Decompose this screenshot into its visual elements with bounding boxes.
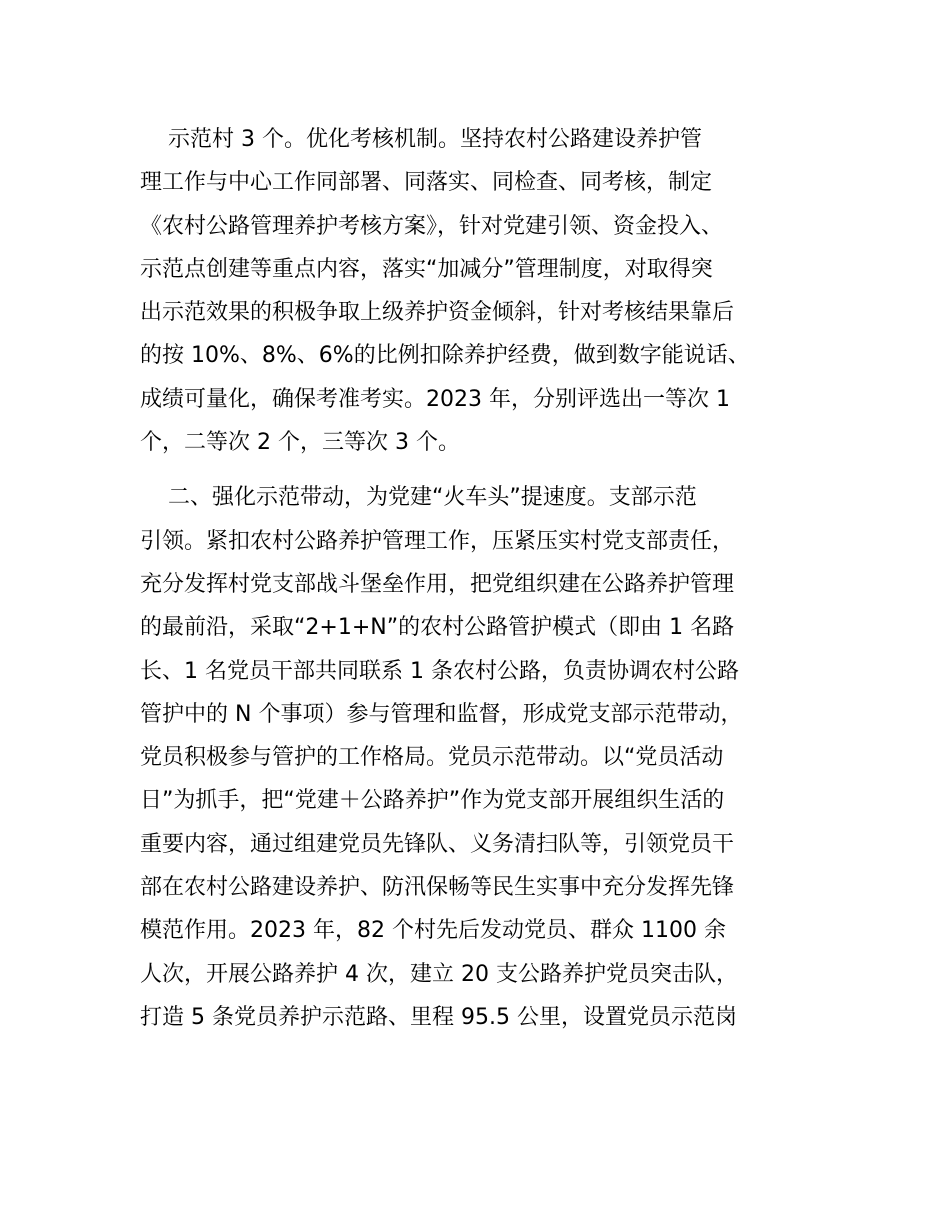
text-line: 模范作用。2023 年，82 个村先后发动党员、群众 1100 余 [140, 918, 726, 944]
text-line: 长、1 名党员干部共同联系 1 条农村公路，负责协调农村公路 [140, 658, 739, 684]
document-body [140, 118, 840, 1039]
text-line: 《农村公路管理养护考核方案》，针对党建引领、资金投入、 [140, 213, 724, 239]
text-line: 人次，开展公路养护 4 次，建立 20 支公路养护党员突击队， [140, 961, 738, 987]
text-line: 引领。紧扣农村公路养护管理工作，压紧压实村党支部责任， [140, 528, 735, 554]
text-line: 理工作与中心工作同部署、同落实、同检查、同考核，制定 [140, 170, 713, 196]
text-line: 示范点创建等重点内容，落实“加减分”管理制度，对取得突 [140, 256, 713, 282]
paragraph-1 [140, 118, 840, 464]
text-line: 个，二等次 2 个，三等次 3 个。 [140, 430, 460, 456]
text-line: 打造 5 条党员养护示范路、里程 95.5 公里，设置党员示范岗 [140, 1004, 737, 1030]
paragraph-gap [140, 464, 840, 476]
text-line: 的按 10%、8%、6%的比例扣除养护经费，做到数字能说话、 [140, 343, 750, 369]
text-line: 党员积极参与管护的工作格局。党员示范带动。以“党员活动 [140, 745, 724, 771]
text-line: 的最前沿，采取“2+1+N”的农村公路管护模式（即由 1 名路 [140, 615, 735, 641]
text-line: 成绩可量化，确保考准考实。2023 年，分别评选出一等次 1 [140, 386, 730, 412]
text-line: 重要内容，通过组建党员先锋队、义务清扫队等，引领党员干 [140, 831, 735, 857]
text-line: 二、强化示范带动，为党建“火车头”提速度。支部示范 [140, 485, 697, 511]
text-line: 日”为抓手，把“党建＋公路养护”作为党支部开展组织生活的 [140, 788, 725, 814]
text-line: 管护中的 N 个事项）参与管理和监督，形成党支部示范带动， [140, 701, 743, 727]
text-line: 部在农村公路建设养护、防汛保畅等民生实事中充分发挥先锋 [140, 875, 735, 901]
text-line: 示范村 3 个。优化考核机制。坚持农村公路建设养护管 [140, 127, 702, 152]
paragraph-2 [140, 476, 840, 1039]
text-line: 充分发挥村党支部战斗堡垒作用，把党组织建在公路养护管理 [140, 571, 735, 597]
text-line: 出示范效果的积极争取上级养护资金倾斜，针对考核结果靠后 [140, 300, 735, 326]
